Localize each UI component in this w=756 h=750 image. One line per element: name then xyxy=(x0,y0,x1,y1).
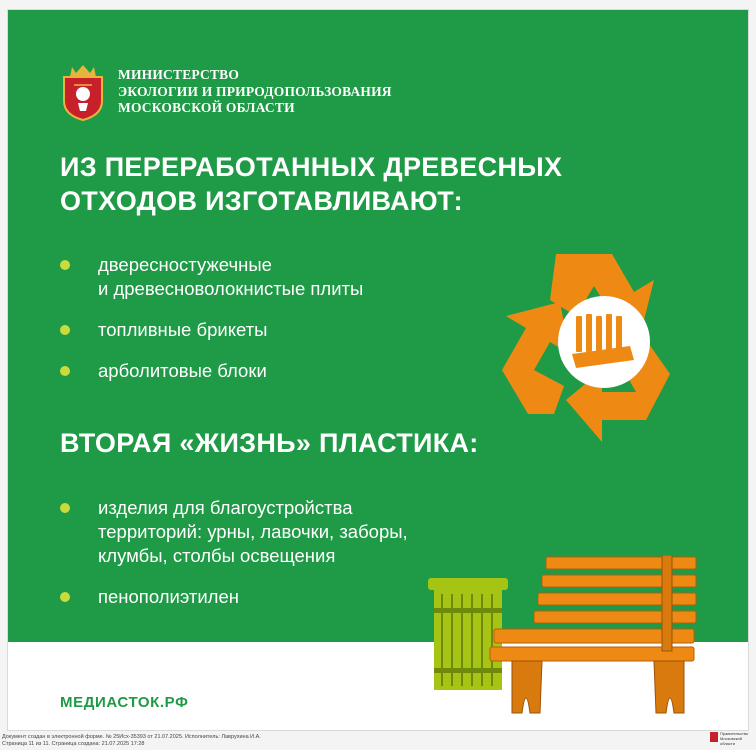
bullet-dot-icon xyxy=(60,260,70,270)
ministry-line: МИНИСТЕРСТВО xyxy=(118,67,240,82)
government-stamp xyxy=(710,730,754,748)
list-item xyxy=(60,585,408,609)
list-item-line: и древесноволокнистые плиты xyxy=(98,278,364,299)
coat-of-arms-icon xyxy=(60,63,106,121)
list-item-line: арболитовые блоки xyxy=(98,360,267,381)
document-footer xyxy=(2,734,261,747)
section2-heading xyxy=(60,426,479,460)
stamp-line: Правительство xyxy=(720,731,749,736)
list-item-line: топливные брикеты xyxy=(98,319,268,340)
stamp-text xyxy=(720,731,754,746)
site-link[interactable]: МЕДИАСТОК.РФ xyxy=(60,694,189,711)
ministry-name xyxy=(118,67,392,117)
bench-icon xyxy=(486,555,718,723)
list-item xyxy=(60,359,363,383)
bullet-dot-icon xyxy=(60,592,70,602)
ministry-line: МОСКОВСКОЙ ОБЛАСТИ xyxy=(118,100,295,115)
recycle-arrows-icon xyxy=(494,236,704,446)
list-item-line: изделия для благоустройства xyxy=(98,497,353,518)
bullet-dot-icon xyxy=(60,503,70,513)
list-item-line: территорий: урны, лавочки, заборы, xyxy=(98,521,408,542)
heading-line: ИЗ ПЕРЕРАБОТАННЫХ ДРЕВЕСНЫХ xyxy=(60,152,563,182)
heading-line: ОТХОДОВ ИЗГОТАВЛИВАЮТ: xyxy=(60,186,463,216)
footer-line: Страница 11 из 11. Страница создана: 21.07.2025 17:28 xyxy=(2,740,145,747)
footer-line: Документ создан в электронной форме. № 25Исх-35393 от 21.07.2025. Исполнитель: Лаврухина И.А. xyxy=(2,734,261,740)
list-item xyxy=(60,496,408,568)
section2-list xyxy=(60,496,408,626)
section1-list xyxy=(60,253,363,400)
bullet-dot-icon xyxy=(60,325,70,335)
ministry-line: ЭКОЛОГИИ И ПРИРОДОПОЛЬЗОВАНИЯ xyxy=(118,83,392,99)
stamp-line: Московской области xyxy=(720,736,742,746)
poster xyxy=(8,10,748,730)
list-item-line: клумбы, столбы освещения xyxy=(98,545,336,566)
bullet-dot-icon xyxy=(60,366,70,376)
list-item-line: двересностужечные xyxy=(98,254,272,275)
list-item xyxy=(60,253,363,301)
section1-heading xyxy=(60,150,562,218)
list-item xyxy=(60,318,363,342)
heading-line: ВТОРАЯ «ЖИЗНЬ» ПЛАСТИКА: xyxy=(60,428,479,458)
stamp-emblem-icon xyxy=(710,732,718,742)
list-item-line: пенополиэтилен xyxy=(98,586,239,607)
